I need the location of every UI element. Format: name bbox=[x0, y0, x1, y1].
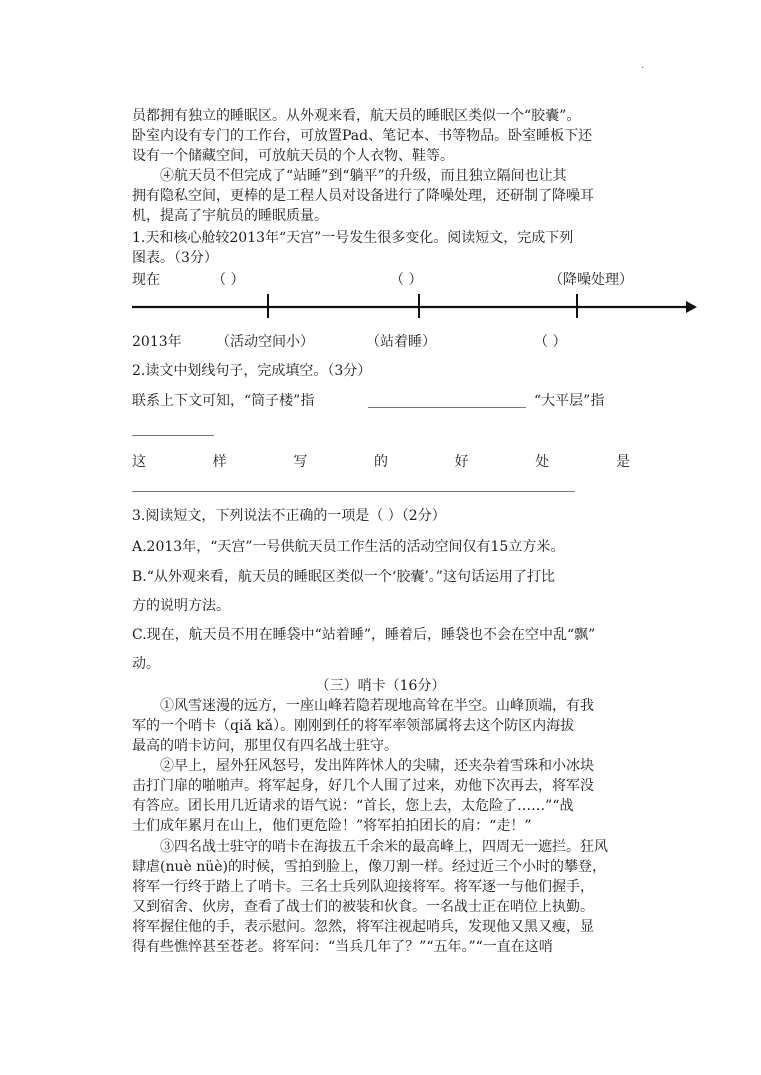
question-2-spread-line bbox=[132, 452, 630, 472]
question-2-fill-a: 联系上下文可知，“筒子楼”指 bbox=[132, 393, 315, 409]
paragraph-3-line: 肆虐(nuè nüè)的时候，雪拍到脸上，像刀割一样。经过近三个小时的攀登， bbox=[132, 859, 607, 875]
paragraph-3-line: ③四名战士驻守的哨卡在海拔五千余米的最高峰上，四周无一遮拦。狂风 bbox=[160, 839, 608, 855]
spread-char: 的 bbox=[373, 454, 388, 470]
passage-line: 设有一个储藏空间，可放航天员的个人衣物、鞋等。 bbox=[132, 148, 454, 164]
paragraph-4-line: 机，提高了宇航员的睡眠质量。 bbox=[132, 208, 328, 224]
passage-line: 卧室内设有专门的工作台，可放置Pad、笔记本、书等物品。卧室睡板下还 bbox=[132, 128, 593, 144]
spread-char: 是 bbox=[615, 454, 630, 470]
paragraph-3-line: 将军一行终于踏上了哨卡。三名士兵列队迎接将军。将军逐一与他们握手， bbox=[132, 879, 594, 895]
timeline-bottom-label-standing: （站着睡） bbox=[366, 334, 436, 350]
paragraph-3-line: 又到宿舍、伙房，查看了战士们的被装和伙食。一名战士正在哨位上执勤。 bbox=[132, 899, 594, 915]
spread-char: 写 bbox=[293, 454, 308, 470]
spread-char: 处 bbox=[535, 454, 550, 470]
passage-line: 员都拥有独立的睡眠区。从外观来看，航天员的睡眠区类似一个“胶囊”。 bbox=[132, 108, 581, 124]
question-2-fill-b: “大平层”指 bbox=[534, 393, 605, 409]
timeline-top-blank-2: （ ） bbox=[390, 272, 423, 288]
spread-char: 这 bbox=[132, 454, 146, 470]
paragraph-2-line: 有答应。团长用几近请求的语气说：“首长，您上去，太危险了……”“战 bbox=[132, 798, 574, 814]
timeline-bottom-label-2013: 2013年 bbox=[132, 334, 182, 350]
option-c: 动。 bbox=[132, 656, 160, 672]
answer-blank-line bbox=[368, 407, 526, 408]
paragraph-4-line: ④航天员不但完成了“站睡”到“躺平”的升级，而且独立隔间也让其 bbox=[160, 168, 567, 184]
spread-char: 好 bbox=[454, 454, 469, 470]
answer-blank-line bbox=[132, 491, 575, 492]
timeline-arrowhead bbox=[686, 301, 697, 313]
section-title: （三）哨卡（16分） bbox=[315, 678, 446, 694]
timeline-top-label-now: 现在 bbox=[132, 272, 160, 288]
paragraph-2-line: 击打门扉的啪啪声。将军起身，好几个人围了过来，劝他下次再去，将军没 bbox=[132, 778, 594, 794]
option-a: A.2013年，“天宫”一号供航天员工作生活的活动空间仅有15立方米。 bbox=[132, 539, 565, 555]
timeline-bottom-blank: （ ） bbox=[534, 334, 567, 350]
timeline-top-label-noise: （降噪处理） bbox=[549, 272, 633, 288]
option-b: B.“从外观来看，航天员的睡眠区类似一个‘胶囊’。”这句话运用了打比 bbox=[132, 569, 555, 585]
question-3-title: 3.阅读短文，下列说法不正确的一项是（ ）（2分） bbox=[132, 508, 446, 524]
paragraph-4-line: 拥有隐私空间，更棒的是工程人员对设备进行了降噪处理，还研制了降噪耳 bbox=[132, 188, 594, 204]
paragraph-2-line: ②早上，屋外狂风怒号，发出阵阵怵人的尖啸，还夹杂着雪珠和小冰块 bbox=[160, 758, 594, 774]
timeline-top-blank-1: （ ） bbox=[212, 272, 245, 288]
timeline-diagram bbox=[0, 290, 761, 330]
question-1-text: 1.天和核心舱较2013年“天宫”一号发生很多变化。阅读短文，完成下列 bbox=[132, 230, 574, 246]
paragraph-3-line: 得有些憔悴甚至苍老。将军问：“当兵几年了？”“五年。”“一直在这哨 bbox=[132, 939, 553, 955]
corner-mark: . bbox=[641, 60, 645, 71]
paragraph-2-line: 士们成年累月在山上，他们更危险！”将军拍拍团长的肩：“走！” bbox=[132, 818, 532, 834]
paragraph-1-line: 军的一个哨卡（qiǎ kǎ）。刚刚到任的将军率领部属将去这个防区内海拔 bbox=[132, 718, 575, 734]
question-1-text: 图表。（3分） bbox=[132, 250, 218, 266]
answer-blank-line bbox=[132, 435, 214, 436]
option-c: C.现在，航天员不用在睡袋中“站着睡”，睡着后，睡袋也不会在空中乱“飘” bbox=[132, 627, 596, 643]
paragraph-3-line: 将军握住他的手，表示慰问。忽然，将军注视起哨兵，发现他又黑又瘦，显 bbox=[132, 919, 594, 935]
option-b: 方的说明方法。 bbox=[132, 598, 230, 614]
timeline-bottom-label-space: （活动空间小） bbox=[216, 334, 314, 350]
spread-char: 样 bbox=[212, 454, 227, 470]
question-2-title: 2.读文中划线句子，完成填空。（3分） bbox=[132, 363, 372, 379]
paragraph-1-line: 最高的哨卡访问，那里仅有四名战士驻守。 bbox=[132, 738, 398, 754]
paragraph-1-line: ①风雪迷漫的远方，一座山峰若隐若现地高耸在半空。山峰顶端，有我 bbox=[160, 698, 594, 714]
